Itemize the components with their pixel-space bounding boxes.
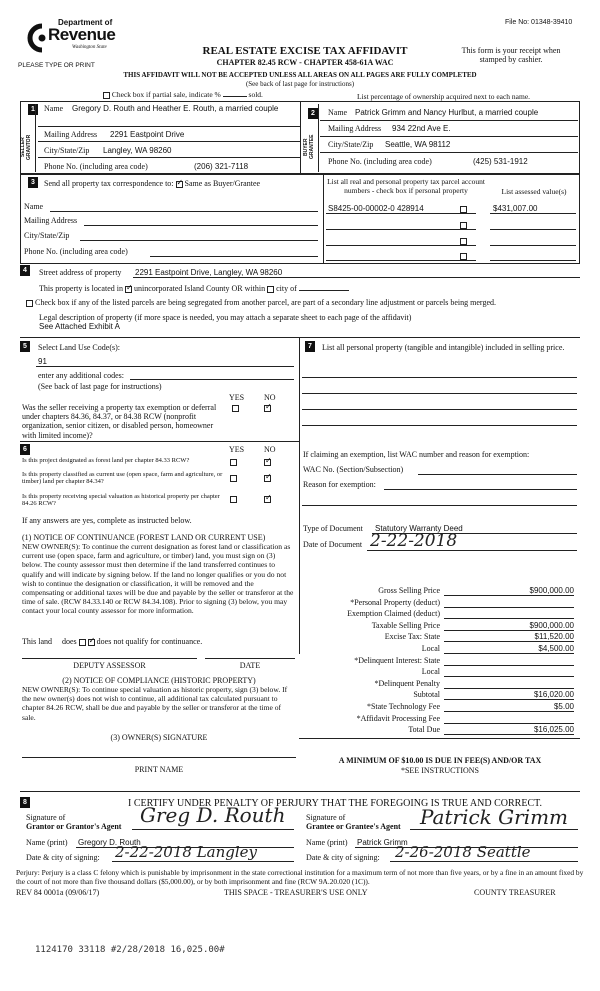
calc-row [302, 608, 578, 620]
treasurer-space-label: THIS SPACE - TREASURER'S USE ONLY [224, 888, 368, 897]
buyer-city[interactable]: Seattle, WA 98112 [385, 140, 451, 149]
buyer-addr-label: Mailing Address [328, 124, 382, 133]
grantor-signature-line[interactable] [132, 829, 294, 830]
calc-row [302, 585, 578, 597]
form-revision: REV 84 0001a (09/06/17) [16, 888, 100, 897]
dept-word: Revenue [48, 25, 116, 44]
deputy-date-line[interactable] [205, 658, 295, 659]
historic-question: Is this property receiving special valuation as historical property per chapter 84.26 RCW? [22, 493, 220, 508]
seller-side-label: SELLER GRANTOR [20, 134, 32, 160]
does-qualify-checkbox[interactable] [79, 639, 86, 646]
exemption-question: Was the seller receiving a property tax exemption or deferral under chapters 84.36, 84.37, or 84.38 RCW (nonprofit organization, senior citizen, or disabled person, homeowner with limited income)? [22, 403, 217, 440]
wac-field[interactable] [418, 474, 577, 475]
grantor-agent-label: Grantor or Grantor's Agent [26, 822, 122, 831]
seller-name-label: Name [44, 104, 64, 113]
section-8-number: 8 [20, 797, 30, 808]
current-use-yes-checkbox[interactable] [230, 475, 237, 482]
exemption-yes-checkbox[interactable] [232, 405, 239, 412]
print-name-label: PRINT NAME [134, 765, 184, 774]
calc-value[interactable] [444, 598, 574, 608]
street-label: Street address of property [39, 268, 122, 277]
forest-question: Is this project designated as forest land per chapter 84.33 RCW? [22, 457, 190, 464]
doc-date[interactable]: 2-22-2018 [370, 531, 458, 551]
minimum-due: A MINIMUM OF $10.00 IS DUE IN FEE(S) AND/OR TAX [338, 756, 542, 765]
calc-label: *Personal Property (deduct) [350, 597, 440, 607]
partial-sale-checkbox[interactable] [103, 92, 110, 99]
calc-value[interactable]: $4,500.00 [444, 644, 574, 654]
county-treasurer-label: COUNTY TREASURER [474, 888, 556, 897]
calc-row [302, 713, 578, 725]
calc-value[interactable]: $16,020.00 [444, 690, 574, 700]
forest-no-checkbox[interactable] [264, 459, 271, 466]
current-use-question: Is this property classified as current use (open space, farm and agriculture, or timber) land per chapter 84.34? [22, 471, 223, 486]
calc-label: Local [421, 643, 440, 653]
owner-signature-line[interactable] [22, 757, 296, 758]
segregation-checkbox[interactable] [26, 300, 33, 307]
calc-label: Subtotal [413, 690, 440, 700]
dept-line: Department of [58, 18, 113, 27]
segregation-row [26, 298, 496, 307]
additional-codes-field[interactable] [130, 379, 294, 380]
grantor-sig-label: Signature of [26, 813, 66, 822]
certify-statement: I CERTIFY UNDER PENALTY OF PERJURY THAT THE FOREGOING IS TRUE AND CORRECT. [128, 798, 542, 809]
land-use-label: Select Land Use Code(s): [38, 343, 120, 352]
partial-sale-row [103, 91, 263, 100]
buyer-name[interactable]: Patrick Grimm and Nancy Hurlbut, a married couple [355, 108, 539, 117]
parcel-number[interactable]: S8425-00-00002-0 428914 [328, 204, 424, 213]
form-subtitle: CHAPTER 82.45 RCW - CHAPTER 458-61A WAC [216, 58, 394, 67]
city-checkbox[interactable] [267, 286, 274, 293]
personal-property-line-4[interactable] [302, 425, 577, 426]
calc-label: *Delinquent Penalty [374, 678, 440, 688]
if-yes-note: If any answers are yes, complete as instructed below. [22, 516, 192, 525]
calc-row [302, 724, 578, 736]
current-use-no-checkbox[interactable] [264, 475, 271, 482]
same-as-buyer-label: Same as Buyer/Grantee [184, 179, 261, 188]
corr-phone-label: Phone No. (including area code) [24, 247, 128, 256]
assessed-header: List assessed value(s) [501, 187, 567, 196]
grantee-signature-line[interactable] [410, 829, 578, 830]
buyer-phone-label: Phone No. (including area code) [328, 157, 432, 166]
grantee-agent-label: Grantee or Grantee's Agent [306, 822, 401, 831]
land-use-code[interactable]: 91 [38, 357, 47, 366]
seller-addr-label: Mailing Address [44, 130, 98, 139]
section-5-number: 5 [20, 341, 30, 352]
calc-value[interactable]: $16,025.00 [444, 725, 574, 735]
assessed-value[interactable]: $431,007.00 [493, 204, 538, 213]
personal-property-label: List all personal property (tangible and intangible) included in selling price. [322, 343, 565, 352]
calc-label: Taxable Selling Price [371, 620, 440, 630]
calc-value[interactable] [444, 679, 574, 689]
section-4-number: 4 [20, 265, 30, 276]
buyer-side-label: BUYER GRANTEE [303, 134, 315, 160]
sec5-yes-header: YES [229, 393, 245, 402]
calc-label: Gross Selling Price [378, 586, 440, 595]
section-1-number: 1 [28, 104, 38, 115]
see-instructions: *SEE INSTRUCTIONS [400, 766, 479, 775]
calc-row [302, 701, 578, 713]
calc-row [302, 655, 578, 667]
doc-date-label: Date of Document [303, 540, 363, 549]
sec5-no-header: NO [264, 393, 276, 402]
grantee-date-label: Date & city of signing: [306, 853, 380, 862]
enter-codes-label: enter any additional codes: [38, 371, 124, 380]
calc-label: *State Technology Fee [366, 701, 440, 711]
exemption-claim-label: If claiming an exemption, list WAC number and reason for exemption: [303, 450, 530, 459]
corr-name-label: Name [24, 202, 44, 211]
personal-property-checkbox-1[interactable] [460, 206, 467, 213]
parcel-header: List all real and personal property tax parcel account numbers - check box if personal property [327, 177, 485, 195]
qualify-row: This land does ✓ does not qualify for continuance. [22, 637, 202, 646]
personal-property-checkbox-3[interactable] [460, 238, 467, 245]
partial-pct-field[interactable] [223, 96, 247, 97]
dor-logo [18, 14, 128, 64]
section-6-number: 6 [20, 444, 30, 455]
calc-label: Excise Tax: State [384, 632, 440, 642]
calc-value[interactable] [444, 656, 574, 666]
calc-label: Exemption Claimed (deduct) [347, 609, 440, 619]
legal-description[interactable]: See Attached Exhibit A [39, 322, 120, 331]
grantor-date-label: Date & city of signing: [26, 853, 100, 862]
corr-city-label: City/State/Zip [24, 231, 70, 240]
calc-value[interactable] [444, 609, 574, 619]
seller-city-label: City/State/Zip [44, 146, 90, 155]
corr-addr-field[interactable] [84, 225, 318, 226]
seller-address[interactable]: 2291 Eastpoint Drive [110, 130, 185, 139]
dept-state: Washington State [72, 45, 107, 50]
calc-value[interactable]: $900,000.00 [444, 621, 574, 631]
calc-value[interactable] [444, 714, 574, 724]
reason-field[interactable] [384, 489, 577, 490]
calc-label: *Affidavit Processing Fee [356, 713, 440, 723]
personal-property-checkbox-4[interactable] [460, 253, 467, 260]
calc-row [302, 678, 578, 690]
notice-compliance-body: NEW OWNER(S): To continue special valuation as historic property, sign (3) below. If the new owner(s) does not wish to continue, all additional tax calculated pursuant to chapter 84.26 RCW, shall be due and payable by the seller or transferor at the time of sale. [22, 685, 288, 722]
reason-label: Reason for exemption: [303, 480, 376, 489]
legal-label: Legal description of property (if more space is needed, you may attach a separate sheet to each page of the affidavit) [39, 313, 412, 322]
buyer-city-label: City/State/Zip [328, 140, 374, 149]
calc-label: Local [421, 667, 440, 677]
grantor-signature: Greg D. Routh [140, 803, 286, 827]
historic-no-checkbox[interactable] [264, 496, 271, 503]
grantor-print-name[interactable]: Gregory D. Routh [78, 838, 141, 847]
sec6-yes-header: YES [229, 445, 245, 454]
treasurer-stamp: 1124170 33118 #2/28/2018 16,025.00# [35, 945, 225, 955]
located-row: This property is located in ✓ unincorporated Island County OR within city of [39, 284, 349, 293]
send-correspondence [44, 179, 260, 188]
corr-name-field[interactable] [50, 211, 318, 212]
segregation-label: Check box if any of the listed parcels are being segregated from another parcel, are part of a secondary line adjustment or parcels being merged. [35, 298, 496, 307]
calc-value[interactable]: $900,000.00 [444, 586, 574, 596]
sec6-no-header: NO [264, 445, 276, 454]
partial-sale-label: Check box if partial sale, indicate % [111, 90, 221, 99]
does-not-qualify-checkbox[interactable] [88, 639, 95, 646]
exemption-no-checkbox[interactable] [264, 405, 271, 412]
unincorporated-checkbox[interactable] [125, 286, 132, 293]
receipt-note: This form is your receipt when stamped by cashier. [461, 46, 561, 65]
tax-calculation [302, 585, 578, 736]
wac-label: WAC No. (Section/Subsection) [303, 465, 404, 474]
calc-label: Total Due [408, 725, 440, 735]
seller-phone[interactable]: (206) 321-7118 [194, 162, 249, 171]
section-2-number: 2 [308, 108, 318, 119]
buyer-name-label: Name [328, 108, 348, 117]
owner-signature-label: (3) OWNER(S) SIGNATURE [110, 733, 208, 742]
personal-property-line-3[interactable] [302, 409, 577, 410]
form-title: REAL ESTATE EXCISE TAX AFFIDAVIT [202, 45, 408, 57]
grantee-signature: Patrick Grimm [420, 805, 569, 829]
notice-continuance-body: NEW OWNER(S): To continue the current designation as forest land or classification as current use (open space, farm and agriculture, or timber) land, you must sign on (3) below. The county assessor must then determine if the land transferred continues to qualify and will indicate by signing below. If the land no longer qualifies or you do not wish to continue the designation or classification, it will be removed and the compensating or additional taxes will be due and payable by the seller or transferor at the time of sale. (RCW 84.33.140 or RCW 84.34.108). Prior to signing (3) below, you may contact your local county assessor for more information. [22, 542, 294, 616]
grantee-sig-label: Signature of [306, 813, 346, 822]
personal-property-checkbox-2[interactable] [460, 222, 467, 229]
perjury-statement: Perjury: Perjury is a class C felony which is punishable by imprisonment in the state correctional institution for a maximum term of not more than five years, or by a fine in an amount fixed by the court of not more than five thousand dollars ($5,000.00), or by both imprisonment and fine (RCW 9A.20.020 (1C)). [16, 868, 584, 886]
grantee-print-name[interactable]: Patrick Grimm [357, 838, 408, 847]
notice-compliance-title: (2) NOTICE OF COMPLIANCE (HISTORIC PROPERTY) [62, 676, 256, 685]
grantor-name-label: Name (print) [26, 838, 68, 847]
send-label: Send all property tax correspondence to: [44, 179, 174, 188]
land-use-see-back: (See back of last page for instructions) [38, 382, 162, 391]
deputy-assessor-label: DEPUTY ASSESSOR [73, 661, 146, 670]
calc-label: *Delinquent Interest: State [354, 655, 440, 665]
seller-city[interactable]: Langley, WA 98260 [103, 146, 172, 155]
deputy-date-label: DATE [239, 661, 261, 670]
grantee-name-label: Name (print) [306, 838, 348, 847]
seller-phone-label: Phone No. (including area code) [44, 162, 148, 171]
notice-continuance-title: (1) NOTICE OF CONTINUANCE (FOREST LAND OR CURRENT USE) [22, 533, 266, 542]
file-number: File No: 01348-39410 [505, 19, 573, 26]
calc-value[interactable]: $5.00 [444, 702, 574, 712]
calc-row [302, 666, 578, 678]
calc-row [302, 597, 578, 609]
calc-row [302, 631, 578, 643]
seller-name[interactable]: Gregory D. Routh and Heather E. Routh, a married couple [72, 104, 279, 113]
corr-city-field[interactable] [80, 240, 318, 241]
personal-property-line-2[interactable] [302, 393, 577, 394]
street-address[interactable]: 2291 Eastpoint Drive, Langley, WA 98260 [135, 268, 283, 277]
doc-type-label: Type of Document [303, 524, 363, 533]
ownership-note: List percentage of ownership acquired next to each name. [357, 92, 531, 101]
corr-phone-field[interactable] [150, 256, 318, 257]
section-7-number: 7 [305, 341, 315, 352]
reason-field-2[interactable] [302, 505, 577, 506]
doc-type[interactable]: Statutory Warranty Deed [375, 524, 463, 533]
see-back-line: (See back of last page for instructions) [245, 80, 355, 88]
calc-row [302, 620, 578, 632]
calc-value[interactable] [444, 667, 574, 677]
partial-sold-label: sold. [248, 90, 263, 99]
grantor-date-city[interactable]: 2-22-2018 Langley [115, 843, 258, 861]
personal-property-line-1[interactable] [302, 377, 577, 378]
same-as-buyer-checkbox[interactable] [176, 181, 183, 188]
grantee-date-city[interactable]: 2-26-2018 Seattle [395, 843, 531, 861]
forest-yes-checkbox[interactable] [230, 459, 237, 466]
please-type: PLEASE TYPE OR PRINT [18, 62, 95, 69]
buyer-address[interactable]: 934 22nd Ave E. [392, 124, 451, 133]
section-3-number: 3 [28, 177, 38, 188]
historic-yes-checkbox[interactable] [230, 496, 237, 503]
buyer-phone[interactable]: (425) 531-1912 [473, 157, 528, 166]
calc-row [302, 689, 578, 701]
calc-value[interactable]: $11,520.00 [444, 632, 574, 642]
city-field[interactable] [299, 290, 349, 291]
corr-addr-label: Mailing Address [24, 216, 78, 225]
calc-row [302, 643, 578, 655]
deputy-signature-line[interactable] [22, 658, 197, 659]
warning-line: THIS AFFIDAVIT WILL NOT BE ACCEPTED UNLESS ALL AREAS ON ALL PAGES ARE FULLY COMPLETED [123, 71, 477, 79]
